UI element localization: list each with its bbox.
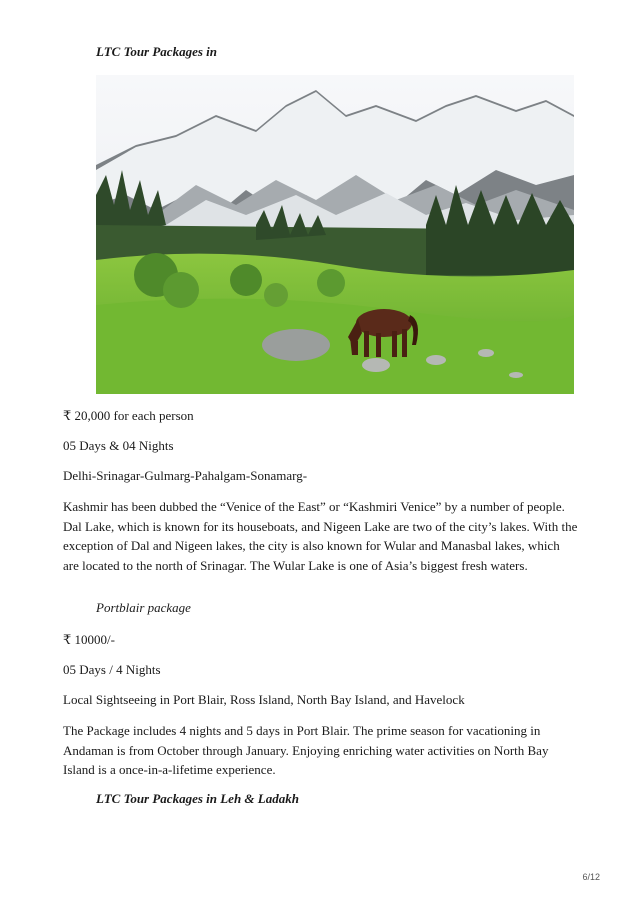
portblair-duration: 05 Days / 4 Nights [63,662,161,677]
mountain-meadow-illustration [96,75,574,394]
kashmir-price: ₹ 20,000 for each person [63,408,194,423]
kashmir-duration: 05 Days & 04 Nights [63,438,174,453]
leh-ladakh-package-heading: LTC Tour Packages in Leh & Ladakh [96,791,299,806]
kashmir-landscape-photo [96,75,574,394]
portblair-route: Local Sightseeing in Port Blair, Ross Island, North Bay Island, and Havelock [63,692,465,707]
portblair-price: ₹ 10000/- [63,632,115,647]
page-number: 6/12 [582,872,600,882]
portblair-package-heading: Portblair package [96,600,191,615]
kashmir-package-heading: LTC Tour Packages in [96,44,217,59]
kashmir-route: Delhi-Srinagar-Gulmarg-Pahalgam-Sonamarg- [63,468,308,483]
kashmir-description: Kashmir has been dubbed the “Venice of the East” or “Kashmiri Venice” by a number of people. Dal Lake, which is known for its houseboats, and Nigeen Lake are two of the city’s lakes. With the exception of Dal and Nigeen lakes, the city is also known for Wular and Manasbal lakes, which are located to the north of Srinagar. The Wular Lake is one of Asia’s biggest fresh waters. [63,499,578,573]
portblair-description: The Package includes 4 nights and 5 days in Port Blair. The prime season for vacationing in Andaman is from October through January. Enjoying enriching water activities on North Bay Island is a once-in-a-lifetime experience. [63,723,549,777]
